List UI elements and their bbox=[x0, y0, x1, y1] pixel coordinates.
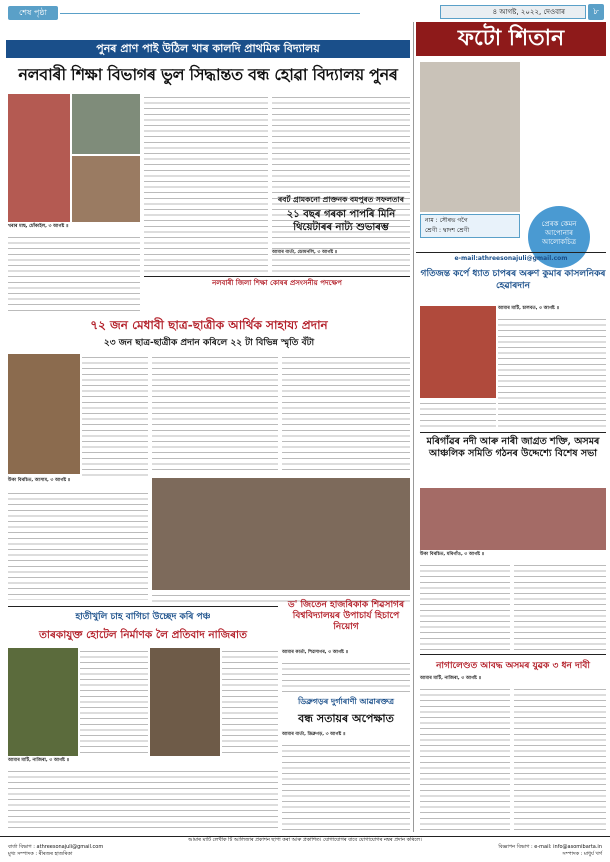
theatre-kicker: ৰবৰ্ট গ্ৰামকনো প্ৰাক্তনক বমপুৰত সফলতাৰ bbox=[278, 195, 404, 204]
elephant-body-col1 bbox=[80, 648, 148, 756]
lead-photo-3 bbox=[72, 156, 140, 222]
nagaland-rule bbox=[420, 654, 606, 655]
singer-headline: গতিজন্ত কৰ্পে ধ্যাত চাপৰৰ অৰুণ কুমাৰ কাসলনিকৰ হেৱাৰদান bbox=[420, 269, 606, 291]
scholarship-caption: উকা বিৰচিত, আসাম, ৩ আগষ্ট ॥ bbox=[8, 478, 71, 483]
elephant-headline: তাৰকাযুক্ত হোটেল নিৰ্মাণক লৈ প্ৰতিবাদ নাজিৰাত bbox=[39, 629, 247, 641]
lead-kicker: পুনৰ প্ৰাণ পাই উঠিল খাৰ কালদি প্ৰাথমিক বিদ্যালয় bbox=[6, 40, 410, 58]
footer-contacts bbox=[0, 844, 610, 851]
footer-news-email: বাৰ্তা বিভাগ : athreesonajuli@gmail.com bbox=[8, 844, 104, 850]
nagaland-headline: নাগালেণ্ডত আবদ্ধ অসমৰ যুৱক ৩ ধন দাবী bbox=[436, 661, 590, 671]
photo-column-title: ফটো শিতান bbox=[416, 22, 606, 56]
scholarship-photo-1 bbox=[8, 354, 80, 474]
elephant-caption: আমাৰ মাটি, নাজিৰা, ৩ আগষ্ট ॥ bbox=[8, 758, 70, 763]
footer-editor: সম্পাদক : মাধুৰ্য খৰ্গ bbox=[562, 851, 602, 857]
page-number: ৮ bbox=[588, 4, 604, 20]
photo-class: শ্ৰেণী : দ্বাদশ শ্ৰেণী bbox=[425, 227, 470, 234]
singer-photo bbox=[420, 306, 496, 398]
scholarship-body-col3 bbox=[152, 354, 278, 474]
footer-credits bbox=[0, 851, 610, 858]
scholarship-headline: ৭২ জন মেধাবী ছাত্ৰ-ছাত্ৰীক আৰ্থিক সাহায্য প্ৰদান bbox=[90, 318, 328, 332]
lead-caption: খৰাৰ মাছ, চোঁকাইল, ৩ আগষ্ট ॥ bbox=[8, 224, 69, 229]
theatre-caption: আমাৰ বাৰ্তা, ডোমনলি, ৩ আগষ্ট ॥ bbox=[272, 250, 338, 255]
lead-photo-1 bbox=[8, 94, 70, 222]
elephant-rule bbox=[8, 606, 278, 607]
featured-portrait bbox=[420, 62, 520, 212]
elephant-kicker: হাতীখুলি চাহ বাগিচা উচ্ছেদ কৰি পঞ্চ bbox=[75, 612, 211, 622]
lead-sub-kicker: নলবাৰী জিলা শিক্ষা কোষৰ প্ৰসংসনীয় পদক্ষেপ bbox=[144, 276, 410, 290]
section-label: শেষ পৃষ্ঠা bbox=[8, 6, 58, 20]
scholarship-subhead: ২৩ জন ছাত্ৰ-ছাত্ৰীক প্ৰদান কৰিলে ২২ টা বিভিন্ন স্মৃতি বঁটা bbox=[103, 338, 315, 348]
singer-body-col1 bbox=[498, 316, 606, 428]
lead-body-col1 bbox=[8, 234, 140, 314]
dibrugarh-kicker: ডিব্ৰুগড়ৰ দুৰ্গাৰাণী আৱাৰক্তত্ৰ bbox=[297, 696, 395, 706]
nagaland-body-col1 bbox=[420, 686, 510, 832]
river-headline: মৰিগাঁৱৰ নদী আৰু নাৰী জাগ্ৰত শক্তি, অসমৰ আঞ্চলিক সমিতি গঠনৰ উদ্দেশ্যে বিশেষ সভা bbox=[426, 436, 600, 459]
river-photo bbox=[420, 488, 606, 550]
footer-publisher: মুখ্য সম্পাদক : ৰীৰজৰ হাজৰিকা bbox=[8, 851, 73, 857]
scholarship-body-col4 bbox=[282, 354, 410, 474]
photo-submit-badge: প্ৰেৰক কেমন আপোনাৰ আলোকচিত্ৰ bbox=[528, 206, 590, 268]
dibrugarh-headline: বন্ধ সতায়ৰ অপেক্ষাত bbox=[298, 712, 394, 725]
footer bbox=[0, 836, 610, 862]
elephant-photo-1 bbox=[8, 648, 78, 756]
nagaland-caption: আমাৰ মাটি, নাজিৰা, ৩ আগষ্ট ॥ bbox=[420, 676, 482, 681]
river-rule bbox=[420, 432, 606, 433]
scholarship-body-col2 bbox=[8, 490, 148, 600]
lead-headline: নলবাৰী শিক্ষা বিভাগৰ ভুল সিদ্ধান্তত বন্ধ হোৱা বিদ্যালয় পুনৰ bbox=[18, 65, 398, 84]
river-body-col2 bbox=[514, 562, 606, 650]
elephant-body-col3 bbox=[8, 768, 278, 832]
elephant-photo-2 bbox=[150, 648, 220, 756]
jiten-headline: ড' জিতেন হাজৰিকাক শিৱসাগৰ বিশ্ববিদ্যালয়ৰ উপাচাৰ্য হিচাপে নিয়োগ bbox=[287, 600, 405, 632]
lead-body-col2 bbox=[144, 94, 268, 274]
footer-ad-email: বিজ্ঞাপন বিভাগ : e-mail: info@asomibarta.in bbox=[498, 844, 602, 850]
dibrugarh-body bbox=[282, 742, 410, 832]
footer-imprint: আমাৰ মাটি লেখীক টি আলিজাৰ প্ৰকাশন ছাপা কৰা আৰু প্ৰকাশিত। যোগাযোগৰ বাবে যোগাযোগৰ নম্বৰ প্ৰদান কৰিলে। bbox=[188, 837, 422, 843]
theatre-headline: ২১ বছৰ গৰকা পাপৰি মিনি থিয়েটাৰৰ নাট্য শুভাৰম্ভ bbox=[286, 209, 396, 233]
photo-email: e-mail:athreesonajuli@gmail.com bbox=[416, 252, 606, 264]
date-line: ৪ আগষ্ট, ২০২২, দেওবাৰ bbox=[440, 5, 586, 19]
nagaland-body-col2 bbox=[514, 686, 606, 832]
column-rule bbox=[413, 22, 414, 832]
jiten-caption: আমাৰ কাৰ্তা, শিৱসাগৰ, ৩ আগষ্ট ॥ bbox=[282, 650, 349, 655]
elephant-body-col2 bbox=[222, 648, 278, 756]
river-body-col1 bbox=[420, 562, 510, 650]
scholarship-body-col1 bbox=[82, 354, 148, 476]
singer-caption: আমাৰ মাটি, চালবত, ৩ আগষ্ট ॥ bbox=[498, 306, 559, 311]
scholarship-group-photo bbox=[152, 478, 410, 590]
header-rule bbox=[60, 13, 360, 14]
river-caption: উকা বিৰচিত, মৰিগাঁও, ৩ আগষ্ট ॥ bbox=[420, 552, 485, 557]
jiten-body bbox=[282, 660, 410, 692]
photo-info-box bbox=[420, 214, 520, 238]
photo-name: নাম : সৌৰভ গগৈ bbox=[425, 217, 468, 224]
dibrugarh-caption: আমাৰ বাৰ্তা, ডিব্ৰুগড়, ৩ আগষ্ট ॥ bbox=[282, 732, 346, 737]
singer-body-col2 bbox=[420, 400, 496, 428]
lead-photo-2 bbox=[72, 94, 140, 154]
